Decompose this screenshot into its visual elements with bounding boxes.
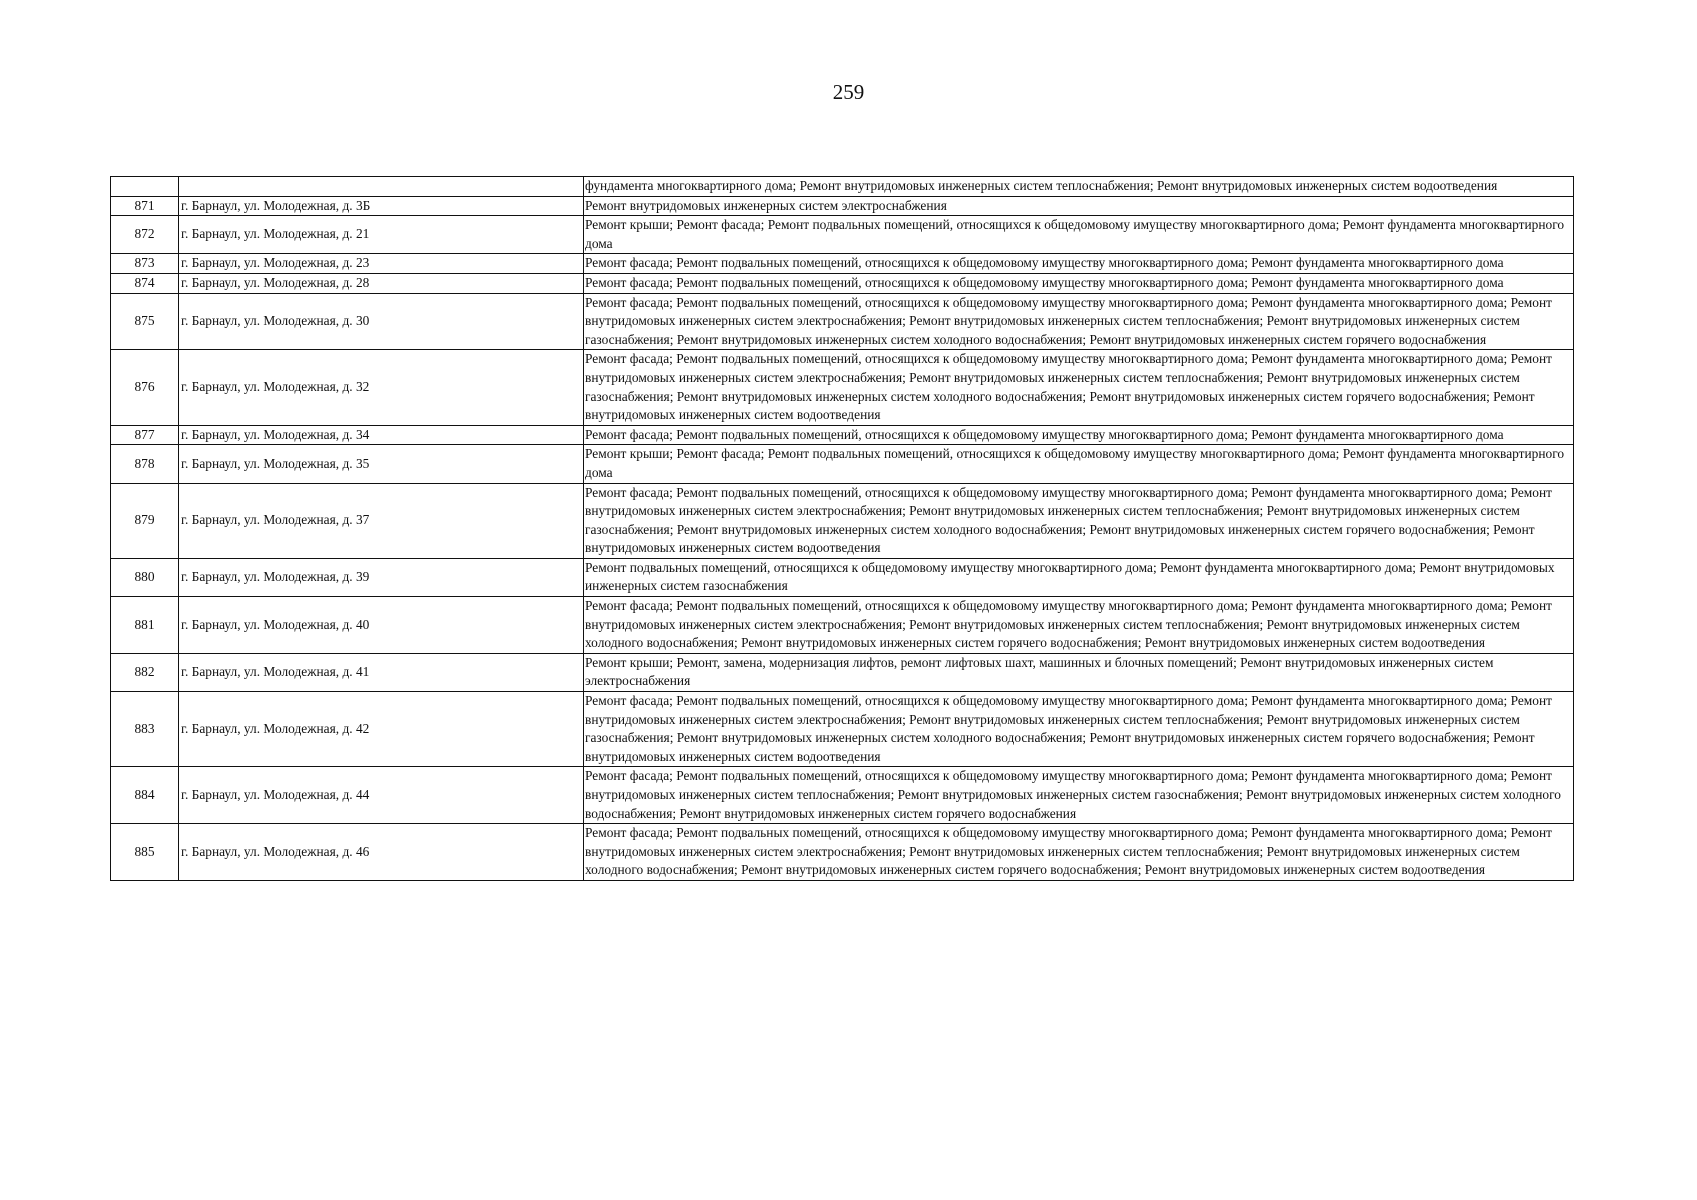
row-address [179, 177, 584, 197]
table-row [111, 483, 1574, 558]
table-row [111, 273, 1574, 293]
row-address: г. Барнаул, ул. Молодежная, д. 41 [179, 653, 584, 691]
row-works: Ремонт фасада; Ремонт подвальных помещений, относящихся к общедомовому имуществу многоквартирного дома; Ремонт фундамента многоквартирного дома; Ремонт внутридомовых инженерных систем электроснабжения; Ремонт внутридомовых инженерных систем теплоснабжения; Ремонт внутридомовых инженерных систем холодного водоснабжения; Ремонт внутридомовых инженерных систем горячего водоснабжения; Ремонт внутридомовых инженерных систем водоотведения [584, 597, 1574, 654]
row-works: Ремонт фасада; Ремонт подвальных помещений, относящихся к общедомовому имуществу многоквартирного дома; Ремонт фундамента многоквартирного дома; Ремонт внутридомовых инженерных систем электроснабжения; Ремонт внутридомовых инженерных систем теплоснабжения; Ремонт внутридомовых инженерных систем газоснабжения; Ремонт внутридомовых инженерных систем холодного водоснабжения; Ремонт внутридомовых инженерных систем горячего водоснабжения; Ремонт внутридомовых инженерных систем водоотведения [584, 483, 1574, 558]
table-row [111, 558, 1574, 596]
row-number: 877 [111, 425, 179, 445]
row-address: г. Барнаул, ул. Молодежная, д. 46 [179, 824, 584, 881]
row-address: г. Барнаул, ул. Молодежная, д. 30 [179, 293, 584, 350]
row-address: г. Барнаул, ул. Молодежная, д. 37 [179, 483, 584, 558]
row-number: 874 [111, 273, 179, 293]
row-works: Ремонт фасада; Ремонт подвальных помещений, относящихся к общедомовому имуществу многоквартирного дома; Ремонт фундамента многоквартирного дома; Ремонт внутридомовых инженерных систем электроснабжения; Ремонт внутридомовых инженерных систем теплоснабжения; Ремонт внутридомовых инженерных систем холодного водоснабжения; Ремонт внутридомовых инженерных систем горячего водоснабжения; Ремонт внутридомовых инженерных систем водоотведения [584, 824, 1574, 881]
row-number: 872 [111, 216, 179, 254]
row-number: 880 [111, 558, 179, 596]
row-number: 885 [111, 824, 179, 881]
row-address: г. Барнаул, ул. Молодежная, д. 23 [179, 254, 584, 274]
table-row [111, 653, 1574, 691]
row-number: 871 [111, 196, 179, 216]
row-number: 882 [111, 653, 179, 691]
table-row [111, 177, 1574, 197]
row-number: 884 [111, 767, 179, 824]
row-works: Ремонт фасада; Ремонт подвальных помещений, относящихся к общедомовому имуществу многоквартирного дома; Ремонт фундамента многоквартирного дома [584, 273, 1574, 293]
row-address: г. Барнаул, ул. Молодежная, д. 44 [179, 767, 584, 824]
table-row [111, 597, 1574, 654]
row-number: 875 [111, 293, 179, 350]
row-number: 873 [111, 254, 179, 274]
row-number [111, 177, 179, 197]
row-works: Ремонт фасада; Ремонт подвальных помещений, относящихся к общедомовому имуществу многоквартирного дома; Ремонт фундамента многоквартирного дома; Ремонт внутридомовых инженерных систем электроснабжения; Ремонт внутридомовых инженерных систем теплоснабжения; Ремонт внутридомовых инженерных систем газоснабжения; Ремонт внутридомовых инженерных систем холодного водоснабжения; Ремонт внутридомовых инженерных систем горячего водоснабжения; Ремонт внутридомовых инженерных систем водоотведения [584, 350, 1574, 425]
row-works: Ремонт фасада; Ремонт подвальных помещений, относящихся к общедомовому имуществу многоквартирного дома; Ремонт фундамента многоквартирного дома [584, 425, 1574, 445]
row-works: Ремонт внутридомовых инженерных систем электроснабжения [584, 196, 1574, 216]
row-works: Ремонт фасада; Ремонт подвальных помещений, относящихся к общедомовому имуществу многоквартирного дома; Ремонт фундамента многоквартирного дома; Ремонт внутридомовых инженерных систем электроснабжения; Ремонт внутридомовых инженерных систем теплоснабжения; Ремонт внутридомовых инженерных систем газоснабжения; Ремонт внутридомовых инженерных систем холодного водоснабжения; Ремонт внутридомовых инженерных систем горячего водоснабжения; Ремонт внутридомовых инженерных систем водоотведения [584, 692, 1574, 767]
table-row [111, 254, 1574, 274]
row-address: г. Барнаул, ул. Молодежная, д. 32 [179, 350, 584, 425]
row-address: г. Барнаул, ул. Молодежная, д. 42 [179, 692, 584, 767]
repair-table [110, 176, 1574, 881]
row-works: фундамента многоквартирного дома; Ремонт внутридомовых инженерных систем теплоснабжения; Ремонт внутридомовых инженерных систем водоотведения [584, 177, 1574, 197]
row-address: г. Барнаул, ул. Молодежная, д. 3Б [179, 196, 584, 216]
row-number: 878 [111, 445, 179, 483]
row-works: Ремонт фасада; Ремонт подвальных помещений, относящихся к общедомовому имуществу многоквартирного дома; Ремонт фундамента многоквартирного дома; Ремонт внутридомовых инженерных систем электроснабжения; Ремонт внутридомовых инженерных систем теплоснабжения; Ремонт внутридомовых инженерных систем газоснабжения; Ремонт внутридомовых инженерных систем холодного водоснабжения; Ремонт внутридомовых инженерных систем горячего водоснабжения [584, 293, 1574, 350]
row-number: 876 [111, 350, 179, 425]
table-row [111, 767, 1574, 824]
row-address: г. Барнаул, ул. Молодежная, д. 34 [179, 425, 584, 445]
row-number: 881 [111, 597, 179, 654]
row-works: Ремонт крыши; Ремонт, замена, модернизация лифтов, ремонт лифтовых шахт, машинных и блочных помещений; Ремонт внутридомовых инженерных систем электроснабжения [584, 653, 1574, 691]
table-row [111, 824, 1574, 881]
table-row [111, 350, 1574, 425]
row-works: Ремонт крыши; Ремонт фасада; Ремонт подвальных помещений, относящихся к общедомовому имуществу многоквартирного дома; Ремонт фундамента многоквартирного дома [584, 445, 1574, 483]
page-number: 259 [832, 80, 865, 104]
row-address: г. Барнаул, ул. Молодежная, д. 28 [179, 273, 584, 293]
row-works: Ремонт крыши; Ремонт фасада; Ремонт подвальных помещений, относящихся к общедомовому имуществу многоквартирного дома; Ремонт фундамента многоквартирного дома [584, 216, 1574, 254]
table-row [111, 216, 1574, 254]
row-number: 883 [111, 692, 179, 767]
row-address: г. Барнаул, ул. Молодежная, д. 35 [179, 445, 584, 483]
row-address: г. Барнаул, ул. Молодежная, д. 39 [179, 558, 584, 596]
table-row [111, 293, 1574, 350]
table-row [111, 692, 1574, 767]
row-address: г. Барнаул, ул. Молодежная, д. 21 [179, 216, 584, 254]
row-works: Ремонт подвальных помещений, относящихся к общедомовому имуществу многоквартирного дома; Ремонт фундамента многоквартирного дома; Ремонт внутридомовых инженерных систем газоснабжения [584, 558, 1574, 596]
row-works: Ремонт фасада; Ремонт подвальных помещений, относящихся к общедомовому имуществу многоквартирного дома; Ремонт фундамента многоквартирного дома; Ремонт внутридомовых инженерных систем теплоснабжения; Ремонт внутридомовых инженерных систем газоснабжения; Ремонт внутридомовых инженерных систем холодного водоснабжения; Ремонт внутридомовых инженерных систем горячего водоснабжения [584, 767, 1574, 824]
row-number: 879 [111, 483, 179, 558]
table-row [111, 196, 1574, 216]
row-address: г. Барнаул, ул. Молодежная, д. 40 [179, 597, 584, 654]
table-row [111, 425, 1574, 445]
row-works: Ремонт фасада; Ремонт подвальных помещений, относящихся к общедомовому имуществу многоквартирного дома; Ремонт фундамента многоквартирного дома [584, 254, 1574, 274]
table-row [111, 445, 1574, 483]
